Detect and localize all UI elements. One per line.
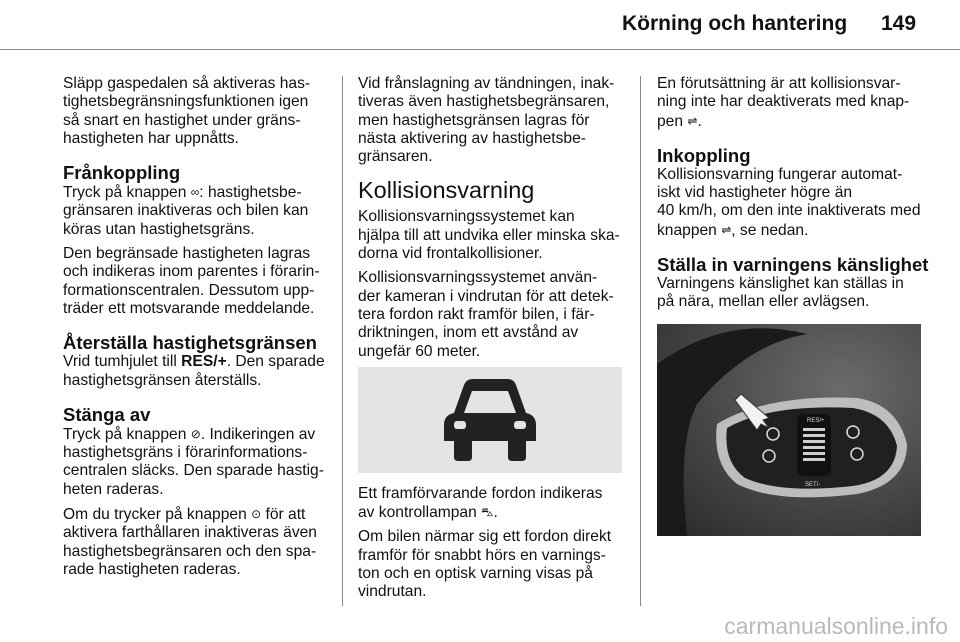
kollision-caption: Ett framförvarande fordon indikeras av kontrollampan ⛍. [358,484,603,522]
kollision-paragraph-1: Kollisionsvarningssystemet kan hjälpa till att undvika eller minska ska- dorna vid frontalkollisioner. [358,208,620,263]
heading-kollisionsvarning: Kollisionsvarning [358,177,535,204]
res-label: RES/+ [807,417,825,424]
heading-stanga-av: Stänga av [63,403,151,425]
stanga-paragraph-1: Tryck på knappen ⊘. Indikeringen av hastighetsgräns i förarinformations- centralen släcks. Den sparade hastig- heten raderas. [63,425,324,498]
column-1 [63,75,333,585]
collision-button-icon: ⇌ [687,113,698,128]
kollision-paragraph-2: Kollisionsvarningssystemet använ- der kameran i vindrutan för att detek- tera fordon rakt framför bilen, i fär- driktningen, inom ett avstånd av ungefär 60 meter. [358,269,614,360]
speed-limiter-icon: ⊘ [190,426,201,441]
page-number: 149 [881,12,917,35]
set-label: SET/- [805,481,821,488]
heading-frankoppling: Frånkoppling [63,162,181,184]
aterstalla-paragraph: Vrid tumhjulet till RES/+. Den sparade hastighetsgränsen återställs. [63,353,325,389]
car-front-icon [442,377,538,463]
header-divider [0,49,960,50]
frankoppling-paragraph-2: Den begränsade hastigheten lagras och indikeras inom parentes i förarin- formationscentralen. Dessutom upp- träder ett motsvarande meddelande. [63,245,320,317]
column-3 [657,75,933,536]
cruise-control-icon: ⊙ [251,507,262,522]
column-divider-2 [640,76,641,606]
limiter-off-icon: ∞ [190,185,200,200]
car-warning-lamp-icon: ⛍ [481,505,494,520]
column-2 [358,75,630,608]
collision-warning-lamp-illustration [358,367,622,473]
col2-intro: Vid frånslagning av tändningen, inak- tiveras även hastighetsbegränsaren, men hastighetsgränsen lagras för nästa aktivering av hastighetsbe- gränsaren. [358,75,615,166]
heading-aterstalla: Återställa hastighetsgränsen [63,332,317,354]
heading-inkoppling: Inkoppling [657,144,751,166]
watermark: carmanualsonline.info [724,613,948,639]
steering-wheel-controls-image [657,324,921,536]
inkoppling-paragraph: Kollisionsvarning fungerar automat- iskt vid hastigheter högre än 40 km/h, om den inte inaktiverats med knappen ⇌, se nedan. [657,165,921,239]
page-title: Körning och hantering [622,12,848,35]
frankoppling-paragraph-1: Tryck på knappen ∞: hastighetsbe- gränsaren inaktiveras och bilen kan köras utan hastighetsgräns. [63,184,309,238]
col3-intro: En förutsättning är att kollisionsvar- ning inte har deaktiverats med knap- pen ⇌. [657,75,910,130]
kollision-paragraph-3: Om bilen närmar sig ett fordon direkt framför för snabbt hörs en varnings- ton och en optisk varning visas på vindrutan. [358,528,612,601]
stalla-paragraph: Varningens känslighet kan ställas in på nära, mellan eller avlägsen. [657,275,904,311]
heading-stalla-in: Ställa in varningens känslighet [657,254,929,276]
column-divider-1 [342,76,343,606]
collision-button-icon: ⇌ [721,222,732,237]
steering-wheel-photo [657,324,921,536]
col1-intro: Släpp gaspedalen så aktiveras has- tighetsbegränsningsfunktionen igen så snart en hastighet under gräns- hastigheten har uppnåtts. [63,75,311,147]
stanga-paragraph-2: Om du trycker på knappen ⊙ för att aktivera farthållaren inaktiveras även hastighetsbegränsaren och den spa- rade hastigheten raderas. [63,506,317,578]
